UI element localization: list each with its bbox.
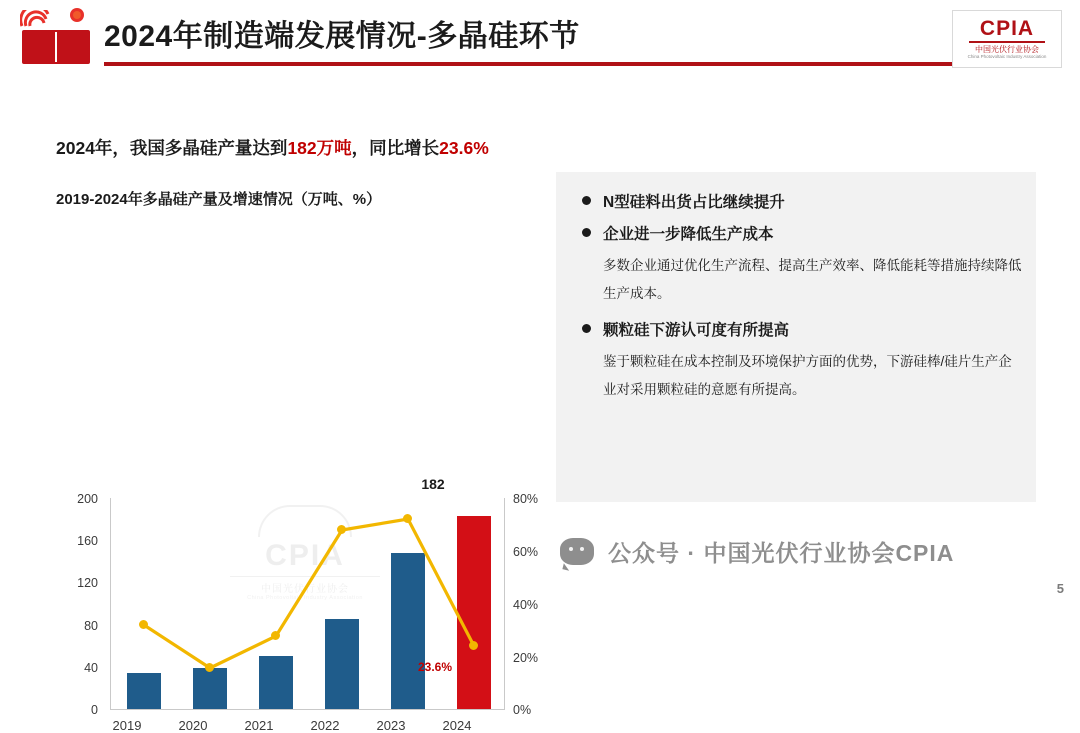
- chart-title: 2019-2024年多晶硅产量及增速情况（万吨、%）: [56, 191, 382, 208]
- lead-statement: [56, 135, 576, 160]
- x-axis-tick-2021: 2021: [244, 718, 274, 733]
- data-label-2024-growth: 23.6%: [418, 660, 453, 674]
- brand-name-cn: 中国光伏行业协会: [975, 45, 1039, 54]
- line-point-2020: [205, 663, 214, 672]
- bullet-heading: 颗粒硅下游认可度有所提高: [603, 322, 790, 339]
- bullet-heading: 企业进一步降低生产成本: [603, 226, 774, 243]
- sun-icon: [70, 8, 84, 22]
- list-item: [576, 318, 1024, 404]
- bullet-body: 多数企业通过优化生产流程、提高生产效率、降低能耗等措施持续降低生产成本。: [603, 258, 1022, 301]
- y-axis-tick-120: 120: [77, 576, 98, 590]
- highlights-list: [576, 190, 1024, 414]
- slide-header: [0, 0, 1080, 78]
- bullet-heading-row: [576, 318, 1024, 340]
- line-point-2023: [403, 514, 412, 523]
- bullet-body: 鉴于颗粒硅在成本控制及环境保护方面的优势，下游硅棒/硅片生产企业对采用颗粒硅的意愿有所提高。: [603, 354, 1012, 397]
- bullet-dot-icon: [582, 324, 591, 333]
- bullet-heading: N型硅料出货占比继续提升: [603, 194, 785, 211]
- brand-divider: [969, 41, 1045, 43]
- y2-axis-tick-0: 0%: [513, 703, 532, 717]
- x-axis-tick-2023: 2023: [376, 718, 406, 733]
- title-underline: [104, 62, 960, 66]
- watermark-name-cn: 中国光伏行业协会: [261, 584, 349, 595]
- y-axis-tick-80: 80: [84, 619, 98, 633]
- line-point-2024: [469, 641, 478, 650]
- cpia-book-logo: [14, 6, 98, 70]
- x-axis-tick-2020: 2020: [178, 718, 208, 733]
- bullet-heading-row: [576, 190, 1024, 212]
- watermark-acronym: CPIA: [265, 539, 345, 572]
- growth-line: [111, 498, 506, 710]
- x-axis-tick-2024: 2024: [442, 718, 472, 733]
- brand-acronym: CPIA: [979, 17, 1035, 40]
- lead-pre: 2024年，我国多晶硅产量达到: [56, 138, 288, 158]
- lead-highlight-growth: 23.6%: [439, 138, 489, 158]
- page-title: [104, 14, 944, 62]
- y-axis-tick-40: 40: [84, 661, 98, 675]
- lead-mid: ，同比增长: [351, 138, 440, 158]
- list-item: [576, 222, 1024, 308]
- plot-area: [110, 498, 505, 710]
- y2-axis-tick-40: 40%: [513, 598, 539, 612]
- brand-name-en: China Photovoltaic Industry Association: [967, 54, 1047, 59]
- page-number: 5: [1056, 581, 1064, 596]
- bullet-heading-row: [576, 222, 1024, 244]
- y-axis-tick-160: 160: [77, 534, 98, 548]
- page-title-text: 2024年制造端发展情况-多晶硅环节: [104, 20, 580, 53]
- bullet-dot-icon: [582, 196, 591, 205]
- y2-axis-tick-60: 60%: [513, 545, 539, 559]
- line-point-2019: [139, 620, 148, 629]
- line-point-2021: [271, 631, 280, 640]
- y-axis-tick-200: 200: [77, 492, 98, 506]
- wifi-wave-icon: [20, 10, 50, 28]
- y2-axis-tick-20: 20%: [513, 651, 539, 665]
- lead-highlight-output: 182万吨: [287, 138, 352, 158]
- x-axis-tick-2019: 2019: [112, 718, 142, 733]
- y-axis-tick-0: 0: [91, 703, 98, 717]
- cpia-brand-logo: [952, 10, 1062, 68]
- line-point-2022: [337, 525, 346, 534]
- data-label-2024-output: 182: [421, 476, 445, 492]
- book-icon: [22, 30, 90, 64]
- watermark-name-en: China Photovoltaic Industry Association: [247, 595, 363, 601]
- polysilicon-chart: [40, 240, 539, 733]
- footer-text: 公众号 · 中国光伏行业协会CPIA: [608, 539, 955, 566]
- wechat-icon: [560, 538, 594, 565]
- list-item: [576, 190, 1024, 212]
- y2-axis-tick-80: 80%: [513, 492, 539, 506]
- bullet-dot-icon: [582, 228, 591, 237]
- footer-watermark: [560, 528, 1030, 574]
- x-axis-tick-2022: 2022: [310, 718, 340, 733]
